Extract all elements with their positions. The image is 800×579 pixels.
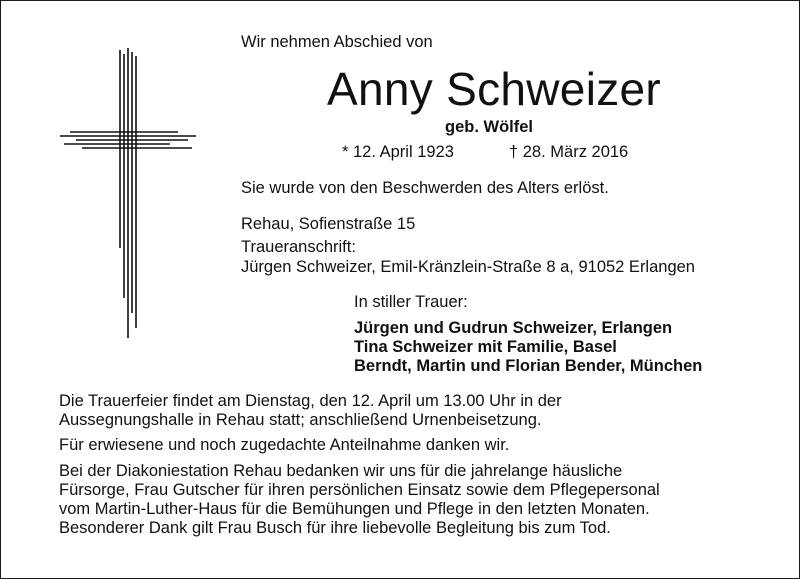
residence: Rehau, Sofienstraße 15 <box>241 215 416 233</box>
birth-date: * 12. April 1923 <box>342 143 454 161</box>
thanks-text: Für erwiesene und noch zugedachte Anteilnahme danken wir. <box>59 436 510 454</box>
deceased-name: Anny Schweizer <box>327 63 662 115</box>
special-thanks-line: vom Martin-Luther-Haus für die Bemühungen und Pflege in den letzten Monaten. <box>59 500 650 518</box>
ceremony-line: Aussegnungshalle in Rehau statt; anschließend Urnenbeisetzung. <box>59 411 542 429</box>
mourning-address: Jürgen Schweizer, Emil-Kränzlein-Straße 8 a, 91052 Erlangen <box>241 258 695 276</box>
special-thanks-line: Besonderer Dank gilt Frau Busch für ihre liebevolle Begleitung bis zum Tod. <box>59 519 611 537</box>
mourner-line: Jürgen und Gudrun Schweizer, Erlangen <box>354 319 673 337</box>
special-thanks-line: Fürsorge, Frau Gutscher für ihren persönlichen Einsatz sowie dem Pflegepersonal <box>59 481 660 499</box>
intro-text: Wir nehmen Abschied von <box>241 33 433 51</box>
maiden-name: geb. Wölfel <box>445 118 533 136</box>
passing-text: Sie wurde von den Beschwerden des Alters erlöst. <box>241 179 609 197</box>
mourners-intro: In stiller Trauer: <box>354 293 468 311</box>
mourner-line: Berndt, Martin und Florian Bender, München <box>354 357 703 375</box>
mourner-line: Tina Schweizer mit Familie, Basel <box>354 338 617 356</box>
mourning-address-label: Traueranschrift: <box>241 238 356 256</box>
ceremony-line: Die Trauerfeier findet am Dienstag, den 12. April um 13.00 Uhr in der <box>59 392 562 410</box>
special-thanks-line: Bei der Diakoniestation Rehau bedanken wir uns für die jahrelange häusliche <box>59 462 623 480</box>
cross-icon <box>60 48 200 348</box>
death-date: † 28. März 2016 <box>509 143 629 161</box>
